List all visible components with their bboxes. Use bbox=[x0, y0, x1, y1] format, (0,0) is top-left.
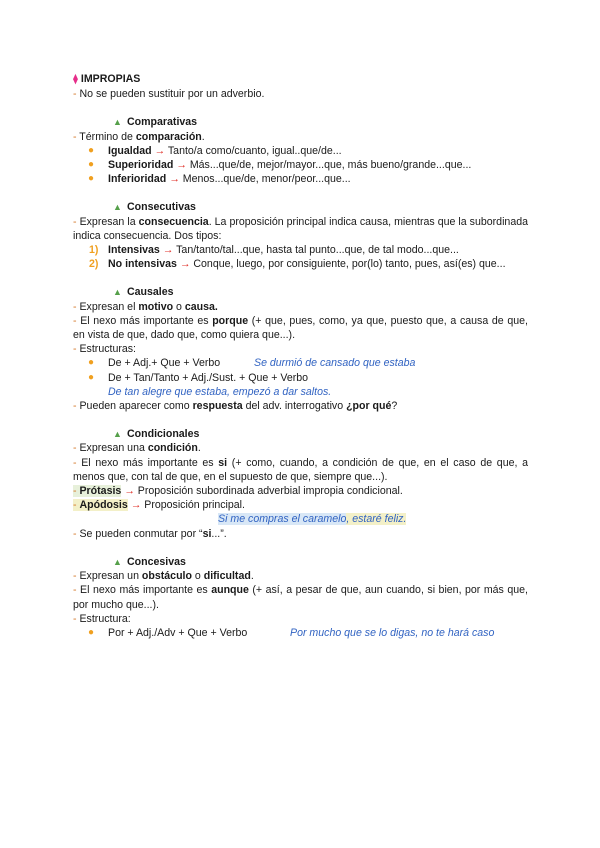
list-item: 2) No intensivas → Conque, luego, por consiguiente, por(lo) tanto, pues, así(es) que... bbox=[89, 258, 506, 271]
arrow-icon: → bbox=[169, 173, 180, 186]
causales-nexo: - El nexo más importante es porque (+ que, pues, como, ya que, puesto que, a causa de que, en vista de que, dado que, como quiera que...). bbox=[73, 314, 528, 342]
example-text: Por mucho que se lo digas, no te hará caso bbox=[290, 626, 495, 639]
comparativas-definition: - Término de comparación. bbox=[73, 130, 205, 143]
condicionales-apodosis: - Apódosis → Proposición principal. bbox=[73, 499, 245, 512]
list-item: ● De + Tan/Tanto + Adj./Sust. + Que + Verbo bbox=[88, 371, 309, 384]
bullet-icon: ● bbox=[88, 371, 95, 383]
list-item: ● Superioridad → Más...que/de, mejor/mayor...que, más bueno/grande...que... bbox=[88, 159, 472, 172]
impropias-intro: - No se pueden sustituir por un adverbio. bbox=[73, 88, 265, 101]
heading-consecutivas: ▲ Consecutivas bbox=[113, 201, 196, 214]
bullet-icon: ● bbox=[88, 173, 95, 185]
causales-respuesta: - Pueden aparecer como respuesta del adv. interrogativo ¿por qué? bbox=[73, 400, 398, 413]
list-item: ● Por + Adj./Adv + Que + Verbo Por mucho que se lo digas, no te hará caso bbox=[88, 626, 495, 639]
condicionales-definition: - Expresan una condición. bbox=[73, 442, 201, 455]
condicionales-example: Si me compras el caramelo, estaré feliz. bbox=[218, 513, 407, 526]
bullet-icon: ● bbox=[88, 159, 95, 171]
bullet-icon: ● bbox=[88, 357, 95, 369]
list-item: ● De + Adj.+ Que + Verbo Se durmió de cansado que estaba bbox=[88, 357, 416, 370]
triangle-icon: ▲ bbox=[113, 287, 122, 298]
arrow-icon: → bbox=[179, 258, 191, 271]
causales-example: De tan alegre que estaba, empezó a dar saltos. bbox=[108, 385, 332, 398]
diamond-icon: ⧫ bbox=[73, 74, 78, 85]
heading-concesivas: ▲ Concesivas bbox=[113, 555, 186, 568]
causales-definition: - Expresan el motivo o causa. bbox=[73, 300, 218, 313]
condicionales-protasis: - Prótasis → Proposición subordinada adverbial impropia condicional. bbox=[73, 485, 403, 498]
concesivas-structure-label: - Estructura: bbox=[73, 612, 131, 625]
bullet-icon: ● bbox=[88, 626, 95, 638]
consecutivas-paragraph: - Expresan la consecuencia. La proposición principal indica causa, mientras que la subordinada indica consecuencia. Dos tipos: bbox=[73, 215, 528, 242]
list-item: ● Inferioridad → Menos...que/de, menor/peor...que... bbox=[88, 173, 351, 186]
section-title-impropias: ⧫ IMPROPIAS bbox=[73, 73, 141, 85]
concesivas-nexo: - El nexo más importante es aunque (+ así, a pesar de que, aun cuando, si bien, por más que, por mucho que...). bbox=[73, 584, 528, 611]
arrow-icon: → bbox=[124, 485, 135, 498]
condicionales-nexo: - El nexo más importante es si (+ como, cuando, a condición de que, en el caso de que, a menos que, con tal de que, en el supuesto de que, siempre que...). bbox=[73, 456, 528, 483]
arrow-icon: → bbox=[130, 499, 142, 512]
triangle-icon: ▲ bbox=[113, 202, 122, 213]
triangle-icon: ▲ bbox=[113, 117, 122, 128]
causales-structures-label: - Estructuras: bbox=[73, 343, 137, 356]
heading-condicionales: ▲ Condicionales bbox=[113, 428, 200, 441]
arrow-icon: → bbox=[176, 159, 187, 172]
triangle-icon: ▲ bbox=[113, 429, 122, 440]
bullet-icon: ● bbox=[88, 144, 95, 156]
document-page bbox=[73, 72, 528, 640]
heading-causales: ▲ Causales bbox=[113, 286, 174, 299]
arrow-icon: → bbox=[162, 244, 174, 257]
list-item: ● Igualdad → Tanto/a como/cuanto, igual..que/de... bbox=[88, 144, 342, 157]
triangle-icon: ▲ bbox=[113, 556, 122, 567]
condicionales-conmutar: - Se pueden conmutar por “si...”. bbox=[73, 527, 227, 540]
arrow-icon: → bbox=[154, 144, 166, 157]
concesivas-definition: - Expresan un obstáculo o dificultad. bbox=[73, 570, 254, 583]
example-text: Se durmió de cansado que estaba bbox=[254, 357, 416, 370]
heading-comparativas: ▲ Comparativas bbox=[113, 116, 198, 129]
list-item: 1) Intensivas → Tan/tanto/tal...que, hasta tal punto...que, de tal modo...que... bbox=[89, 244, 459, 257]
